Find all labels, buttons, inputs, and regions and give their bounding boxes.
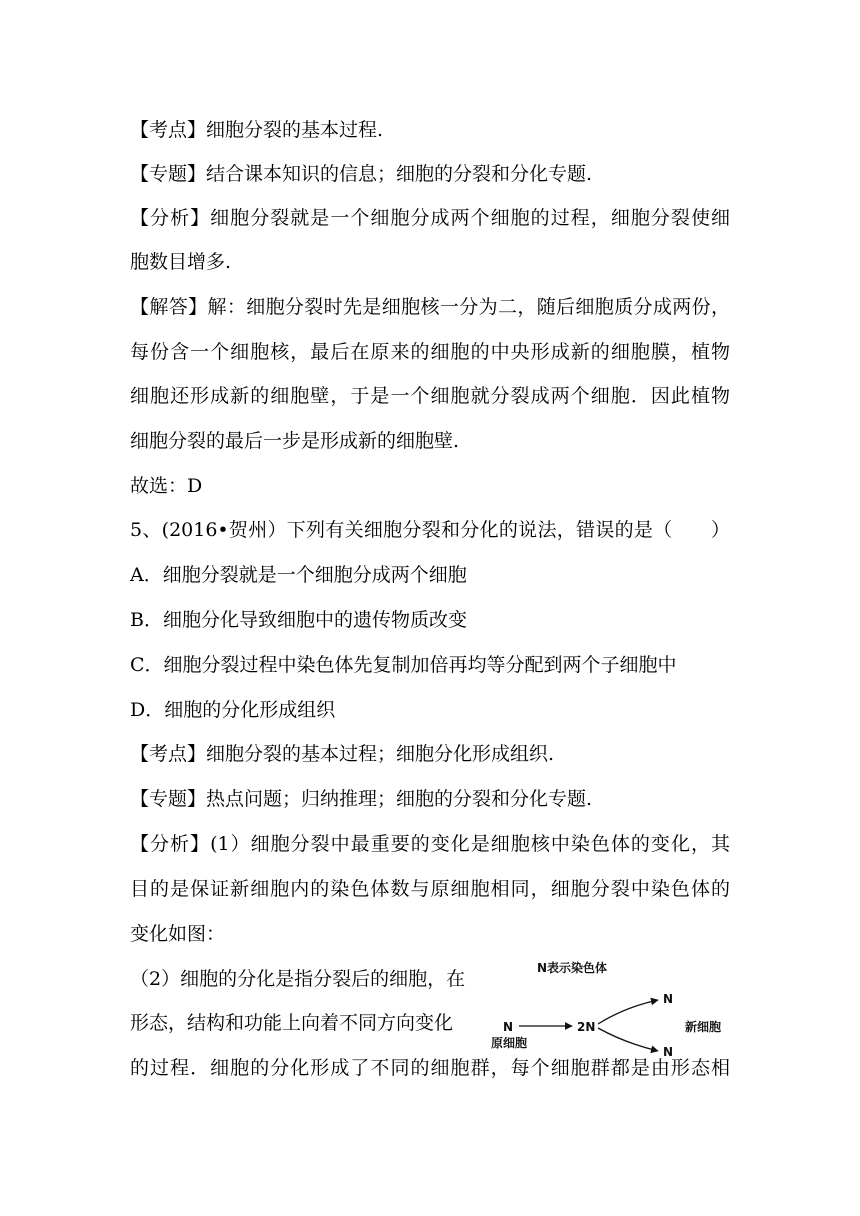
text-line: 【解答】解：细胞分裂时先是细胞核一分为二，随后细胞质分成两份， (130, 296, 730, 318)
figure-caption: N表示染色体 (537, 961, 608, 975)
option-b: B．细胞分化导致细胞中的遗传物质改变 (130, 609, 467, 631)
original-label: N (503, 1020, 514, 1034)
text-line: 【考点】细胞分裂的基本过程；细胞分化形成组织. (130, 743, 555, 765)
text-line: 【专题】热点问题；归纳推理；细胞的分裂和分化专题. (130, 788, 593, 810)
text-line: 故选：D (130, 475, 203, 497)
new-label-top: N (663, 992, 674, 1006)
new-label-bottom: N (663, 1045, 674, 1059)
text-line: 的过程．细胞的分化形成了不同的细胞群，每个细胞群都是由形态相 (130, 1057, 730, 1079)
text-line: 【分析】(1）细胞分裂中最重要的变化是细胞核中染色体的变化，其 (130, 833, 730, 855)
option-c: C．细胞分裂过程中染色体先复制加倍再均等分配到两个子细胞中 (130, 654, 677, 676)
text-line: （2）细胞的分化是指分裂后的细胞，在 (130, 968, 466, 990)
option-a: A．细胞分裂就是一个细胞分成两个细胞 (130, 564, 467, 586)
text-line: 变化如图： (130, 923, 226, 945)
text-line: 胞数目增多. (130, 251, 232, 273)
original-cell-label: 原细胞 (491, 1036, 528, 1050)
text-line: 每份含一个细胞核，最后在原来的细胞的中央形成新的细胞膜，植物 (130, 341, 730, 363)
arrow-to-new-top (598, 1000, 658, 1024)
text-line: 细胞分裂的最后一步是形成新的细胞壁. (130, 430, 460, 452)
question-5: 5、(2016•贺州）下列有关细胞分裂和分化的说法，错误的是（ ） (130, 519, 730, 541)
chromosome-diagram (475, 955, 740, 1060)
text-line: 目的是保证新细胞内的染色体数与原细胞相同，细胞分裂中染色体的 (130, 878, 730, 900)
new-cells-label: 新细胞 (685, 1020, 722, 1034)
doubled-label: 2N (577, 1020, 596, 1034)
text-line: 细胞还形成新的细胞壁，于是一个细胞就分裂成两个细胞．因此植物 (130, 385, 730, 407)
text-line: 【考点】细胞分裂的基本过程. (130, 119, 384, 141)
text-line: 【分析】细胞分裂就是一个细胞分成两个细胞的过程，细胞分裂使细 (130, 207, 730, 229)
arrow-to-new-bottom (598, 1028, 658, 1051)
option-d: D．细胞的分化形成组织 (130, 699, 336, 721)
text-line: 形态，结构和功能上向着不同方向变化 (130, 1012, 454, 1034)
text-line: 【专题】结合课本知识的信息；细胞的分裂和分化专题. (130, 163, 593, 185)
